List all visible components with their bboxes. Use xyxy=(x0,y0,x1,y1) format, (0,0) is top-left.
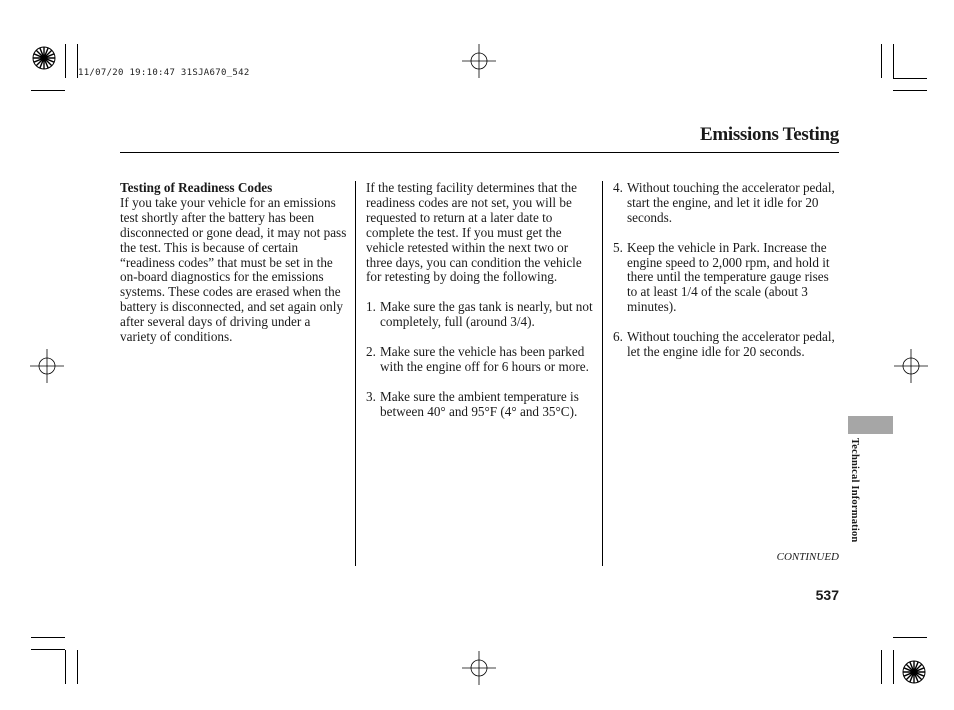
list-item xyxy=(613,330,841,360)
step-text: Without touching the accelerator pedal, start the engine, and let it idle for 20 seconds. xyxy=(627,180,835,225)
list-item xyxy=(366,390,594,420)
step-number: 6. xyxy=(613,329,623,345)
body-paragraph: If you take your vehicle for an emissions test shortly after the battery has been disconnected or gone dead, it may not pass the test. This is because of certain “readiness codes” that must be set in the on-board diagnostics for the emissions systems. These codes are erased when the battery is disconnected, and set again only after several days of driving under a variety of conditions. xyxy=(120,194,347,345)
list-item xyxy=(613,241,841,316)
title-rule xyxy=(120,152,839,153)
list-item xyxy=(613,181,841,226)
continued-label: CONTINUED xyxy=(776,551,839,563)
step-number: 5. xyxy=(613,239,623,255)
page-number: 537 xyxy=(815,587,839,603)
column-divider xyxy=(602,181,603,566)
section-tab-label: Technical Information xyxy=(849,438,860,543)
step-number: 3. xyxy=(366,388,376,404)
step-text: Make sure the ambient temperature is between 40° and 95°F (4° and 35°C). xyxy=(380,388,579,419)
body-paragraph: If the testing facility determines that the readiness codes are not set, you will be requested to return at a later date to complete the test. If you must get the vehicle retested within the next two or three days, you can condition the vehicle for retesting by doing the following. xyxy=(366,180,582,285)
registration-target-icon xyxy=(30,349,64,383)
step-text: Keep the vehicle in Park. Increase the engine speed to 2,000 rpm, and hold it there until the temperature gauge rises to at least 1/4 of the scale (about 3 minutes). xyxy=(627,239,830,315)
section-heading: Testing of Readiness Codes xyxy=(120,180,273,195)
registration-target-icon xyxy=(462,651,496,685)
registration-target-icon xyxy=(462,44,496,78)
section-tab xyxy=(848,416,893,434)
print-stamp: 11/07/20 19:10:47 31SJA670_542 xyxy=(78,68,250,78)
step-number: 2. xyxy=(366,343,376,359)
starburst-mark-icon xyxy=(900,658,928,686)
step-number: 1. xyxy=(366,299,376,315)
step-number: 4. xyxy=(613,180,623,195)
step-text: Without touching the accelerator pedal, let the engine idle for 20 seconds. xyxy=(627,329,835,359)
step-text: Make sure the gas tank is nearly, but not completely, full (around 3/4). xyxy=(380,299,593,330)
column-1 xyxy=(120,181,348,360)
page-title: Emissions Testing xyxy=(699,124,839,145)
list-item xyxy=(366,345,594,375)
column-2 xyxy=(366,181,594,434)
column-divider xyxy=(355,181,356,566)
list-item xyxy=(366,300,594,330)
column-3 xyxy=(613,181,841,375)
registration-target-icon xyxy=(894,349,928,383)
step-text: Make sure the vehicle has been parked with the engine off for 6 hours or more. xyxy=(380,343,589,374)
starburst-mark-icon xyxy=(30,44,58,72)
